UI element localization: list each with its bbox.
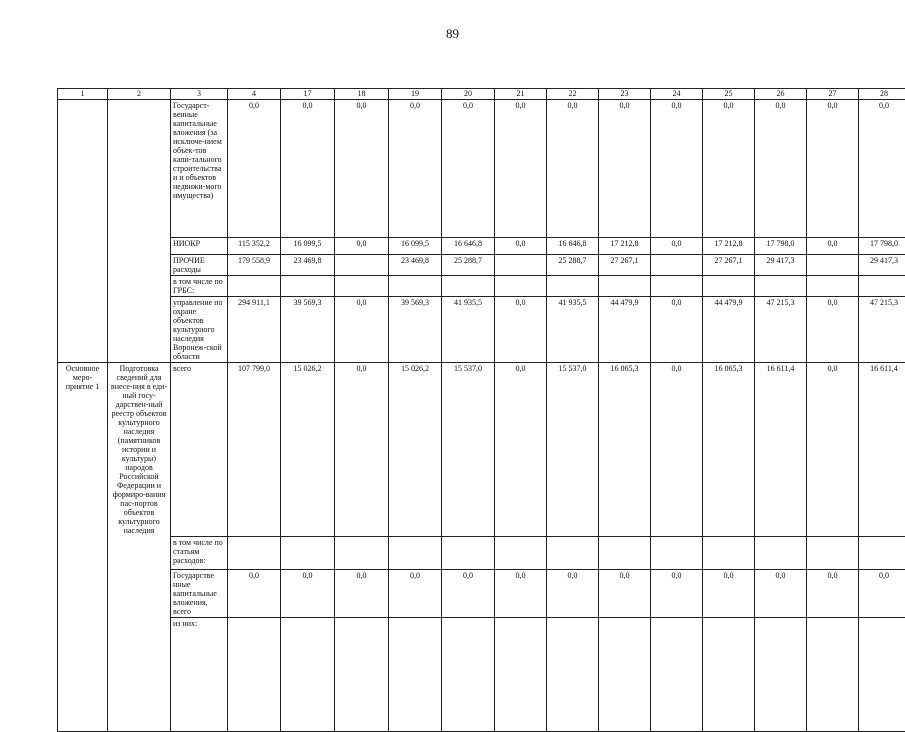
value-cell: 0,0 [495, 297, 547, 363]
value-cell [859, 536, 905, 569]
value-cell: 0,0 [807, 238, 859, 255]
header-cell: 20 [442, 89, 495, 100]
header-cell: 25 [703, 89, 755, 100]
table-row [58, 569, 905, 617]
value-cell: 0,0 [547, 569, 599, 617]
value-cell: 0,0 [547, 100, 599, 238]
value-cell: 39 569,3 [281, 297, 335, 363]
value-cell [442, 617, 495, 731]
row-label-cell: ПРОЧИЕ расходы [171, 255, 228, 276]
value-cell: 15 026,2 [281, 363, 335, 537]
value-cell [228, 276, 281, 297]
value-cell: 25 288,7 [442, 255, 495, 276]
activity-code-cell [58, 617, 108, 731]
value-cell: 179 558,9 [228, 255, 281, 276]
value-cell: 47 215,3 [755, 297, 807, 363]
value-cell: 16 646,8 [547, 238, 599, 255]
table-row [58, 363, 905, 537]
row-label-cell: НИОКР [171, 238, 228, 255]
value-cell [495, 617, 547, 731]
value-cell: 0,0 [495, 238, 547, 255]
value-cell [547, 617, 599, 731]
activity-name-cell [108, 238, 171, 255]
row-label-cell: из них: [171, 617, 228, 731]
value-cell: 23 469,8 [281, 255, 335, 276]
value-cell [651, 617, 703, 731]
activity-code-cell [58, 297, 108, 363]
value-cell: 16 611,4 [755, 363, 807, 537]
table-row [58, 238, 905, 255]
table-row [58, 255, 905, 276]
value-cell: 44 479,9 [599, 297, 651, 363]
value-cell [807, 617, 859, 731]
value-cell: 0,0 [651, 569, 703, 617]
header-cell: 17 [281, 89, 335, 100]
table-row [58, 297, 905, 363]
value-cell: 17 798,0 [755, 238, 807, 255]
activity-name-cell [108, 100, 171, 238]
activity-code-cell [58, 100, 108, 238]
activity-code-cell [58, 238, 108, 255]
value-cell: 0,0 [755, 569, 807, 617]
value-cell: 27 267,1 [599, 255, 651, 276]
value-cell: 0,0 [651, 238, 703, 255]
value-cell: 0,0 [281, 100, 335, 238]
activity-name-cell [108, 569, 171, 617]
header-cell: 2 [108, 89, 171, 100]
value-cell [651, 255, 703, 276]
value-cell [495, 536, 547, 569]
value-cell [807, 255, 859, 276]
value-cell [859, 617, 905, 731]
value-cell [547, 276, 599, 297]
value-cell [389, 276, 442, 297]
value-cell: 0,0 [703, 100, 755, 238]
value-cell [703, 536, 755, 569]
row-label-cell: Государст-венные капитальные вложения (за исключе-нием объек-тов капи-тального строительства и и объектов недвижи-мого имущества) [171, 100, 228, 238]
activity-code-cell [58, 536, 108, 569]
activity-name-cell [108, 297, 171, 363]
header-cell: 3 [171, 89, 228, 100]
value-cell: 0,0 [755, 100, 807, 238]
row-label-cell: в том числе по статьям расходов: [171, 536, 228, 569]
value-cell [281, 536, 335, 569]
value-cell: 15 537,0 [442, 363, 495, 537]
activity-name-cell [108, 617, 171, 731]
page-number: 89 [0, 26, 905, 42]
value-cell [335, 617, 389, 731]
value-cell: 29 417,3 [859, 255, 905, 276]
value-cell: 0,0 [335, 363, 389, 537]
value-cell: 41 935,5 [442, 297, 495, 363]
value-cell: 0,0 [495, 363, 547, 537]
value-cell: 0,0 [807, 100, 859, 238]
header-cell: 19 [389, 89, 442, 100]
value-cell [228, 617, 281, 731]
header-cell: 1 [58, 89, 108, 100]
value-cell [335, 276, 389, 297]
value-cell: 16 065,3 [599, 363, 651, 537]
row-label-cell: всего [171, 363, 228, 537]
value-cell [651, 536, 703, 569]
value-cell [335, 255, 389, 276]
value-cell [755, 617, 807, 731]
activity-name-cell [108, 536, 171, 569]
header-row [58, 89, 905, 100]
value-cell: 44 479,9 [703, 297, 755, 363]
table-row [58, 100, 905, 238]
value-cell [281, 617, 335, 731]
value-cell [859, 276, 905, 297]
row-label-cell: управление по охране объектов культурного наследия Воронеж-ской области [171, 297, 228, 363]
value-cell [703, 617, 755, 731]
value-cell: 27 267,1 [703, 255, 755, 276]
value-cell: 0,0 [807, 569, 859, 617]
value-cell [442, 276, 495, 297]
budget-table [57, 88, 905, 732]
value-cell: 16 611,4 [859, 363, 905, 537]
value-cell [755, 276, 807, 297]
value-cell: 0,0 [495, 100, 547, 238]
table-row [58, 536, 905, 569]
value-cell [389, 536, 442, 569]
header-cell: 28 [859, 89, 905, 100]
value-cell: 0,0 [228, 100, 281, 238]
value-cell: 0,0 [651, 100, 703, 238]
activity-code-cell [58, 569, 108, 617]
value-cell [389, 617, 442, 731]
header-cell: 22 [547, 89, 599, 100]
value-cell: 0,0 [281, 569, 335, 617]
value-cell: 0,0 [442, 569, 495, 617]
value-cell: 0,0 [335, 297, 389, 363]
value-cell: 16 646,8 [442, 238, 495, 255]
value-cell: 17 798,0 [859, 238, 905, 255]
value-cell: 115 352,2 [228, 238, 281, 255]
value-cell: 0,0 [859, 569, 905, 617]
value-cell: 0,0 [335, 569, 389, 617]
value-cell: 39 569,3 [389, 297, 442, 363]
value-cell: 23 469,8 [389, 255, 442, 276]
value-cell: 0,0 [651, 297, 703, 363]
value-cell: 15 026,2 [389, 363, 442, 537]
value-cell: 0,0 [599, 100, 651, 238]
value-cell [755, 536, 807, 569]
value-cell: 25 288,7 [547, 255, 599, 276]
value-cell: 16 099,5 [281, 238, 335, 255]
value-cell: 16 099,5 [389, 238, 442, 255]
value-cell: 17 212,8 [703, 238, 755, 255]
value-cell [495, 276, 547, 297]
value-cell [599, 276, 651, 297]
value-cell: 0,0 [442, 100, 495, 238]
value-cell [599, 536, 651, 569]
value-cell: 16 065,3 [703, 363, 755, 537]
activity-name-cell [108, 255, 171, 276]
value-cell: 47 215,3 [859, 297, 905, 363]
value-cell [547, 536, 599, 569]
header-cell: 27 [807, 89, 859, 100]
value-cell [495, 255, 547, 276]
value-cell: 0,0 [228, 569, 281, 617]
header-cell: 18 [335, 89, 389, 100]
header-cell: 26 [755, 89, 807, 100]
value-cell: 0,0 [335, 100, 389, 238]
value-cell: 0,0 [389, 569, 442, 617]
value-cell [599, 617, 651, 731]
header-cell: 23 [599, 89, 651, 100]
header-cell: 4 [228, 89, 281, 100]
value-cell [807, 536, 859, 569]
value-cell: 0,0 [335, 238, 389, 255]
value-cell: 0,0 [495, 569, 547, 617]
value-cell: 0,0 [807, 297, 859, 363]
header-cell: 24 [651, 89, 703, 100]
value-cell: 29 417,3 [755, 255, 807, 276]
value-cell [807, 276, 859, 297]
activity-code-cell [58, 255, 108, 276]
value-cell: 17 212,8 [599, 238, 651, 255]
activity-code-cell [58, 276, 108, 297]
value-cell: 15 537,0 [547, 363, 599, 537]
value-cell: 0,0 [807, 363, 859, 537]
value-cell: 41 935,5 [547, 297, 599, 363]
value-cell: 107 799,0 [228, 363, 281, 537]
activity-code-cell: Основное меро-приятие 1 [58, 363, 108, 537]
value-cell: 0,0 [859, 100, 905, 238]
activity-name-cell [108, 276, 171, 297]
activity-name-cell: Подготовка сведений для внесе-ния в еди-ный госу-дарствен-ный реестр объектов культурного наследия (памятников истории и культуры) народов Российской Федерации и формиро-вания пас-портов объектов культурного наследия [108, 363, 171, 537]
value-cell [651, 276, 703, 297]
value-cell [228, 536, 281, 569]
value-cell [281, 276, 335, 297]
table-row [58, 617, 905, 731]
table-row [58, 276, 905, 297]
row-label-cell: в том числе по ГРБС: [171, 276, 228, 297]
row-label-cell: Государстве нные капитальные вложения, всего [171, 569, 228, 617]
value-cell: 0,0 [389, 100, 442, 238]
header-cell: 21 [495, 89, 547, 100]
value-cell [703, 276, 755, 297]
value-cell [442, 536, 495, 569]
value-cell: 0,0 [599, 569, 651, 617]
value-cell: 294 911,1 [228, 297, 281, 363]
value-cell [335, 536, 389, 569]
value-cell: 0,0 [703, 569, 755, 617]
table-body [58, 89, 905, 732]
value-cell: 0,0 [651, 363, 703, 537]
